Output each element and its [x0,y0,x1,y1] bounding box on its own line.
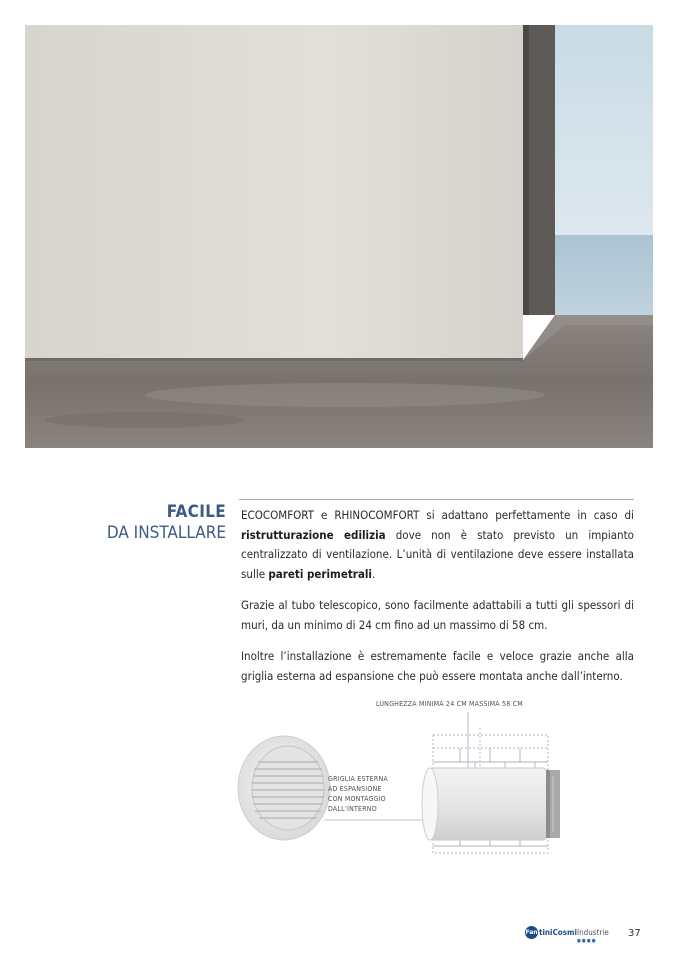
product-illustration [228,690,648,870]
grill-label [328,774,388,814]
logo-text-bold: tiniCosmi [539,928,577,937]
p1-seg: dove non è stato previsto un impianto centralizzato di ventilazione. L’unità di ventilazione deve essere installata sulle [241,527,634,581]
logo-dots: ●●●● [577,938,597,944]
grill-icon [238,736,330,840]
ventilation-unit-icon [422,768,560,840]
length-label: LUNGHEZZA MINIMA 24 CM MASSIMA 58 CM [376,700,523,708]
page-number: 37 [628,928,641,939]
logo-text [539,928,609,937]
brand-logo [525,926,609,944]
hero-image [25,25,653,448]
grill-label-line: GRIGLIA ESTERNA [328,775,388,783]
section-heading [60,502,226,544]
heading-line2: DA INSTALLARE [106,523,226,543]
divider-rule [239,499,634,500]
logo-badge: Fan [525,926,538,939]
grill-label-line: CON MONTAGGIO [328,795,386,803]
grill-label-line: DALL’INTERNO [328,805,377,813]
paragraph-1 [241,506,634,584]
paragraph-3: Inoltre l’installazione è estremamente facile e veloce grazie anche alla griglia esterna ad espansione che può essere montata anche dall’interno. [241,649,634,683]
heading-line1: FACILE [166,502,226,522]
logo-text-light: Industrie [576,928,609,937]
paragraph-2: Grazie al tubo telescopico, sono facilmente adattabili a tutti gli spessori di muri, da un minimo di 24 cm fino ad un massimo di 58 cm. [241,598,634,632]
p1-bold: pareti perimetrali [268,566,372,581]
product-figure [228,690,648,870]
p1-seg: . [371,566,376,581]
p1-bold: ristrutturazione edilizia [241,527,386,542]
body-text [241,506,634,698]
p1-seg: ECOCOMFORT e RHINOCOMFORT si adattano perfettamente in caso di [241,508,634,522]
grill-label-line: AD ESPANSIONE [328,785,382,793]
